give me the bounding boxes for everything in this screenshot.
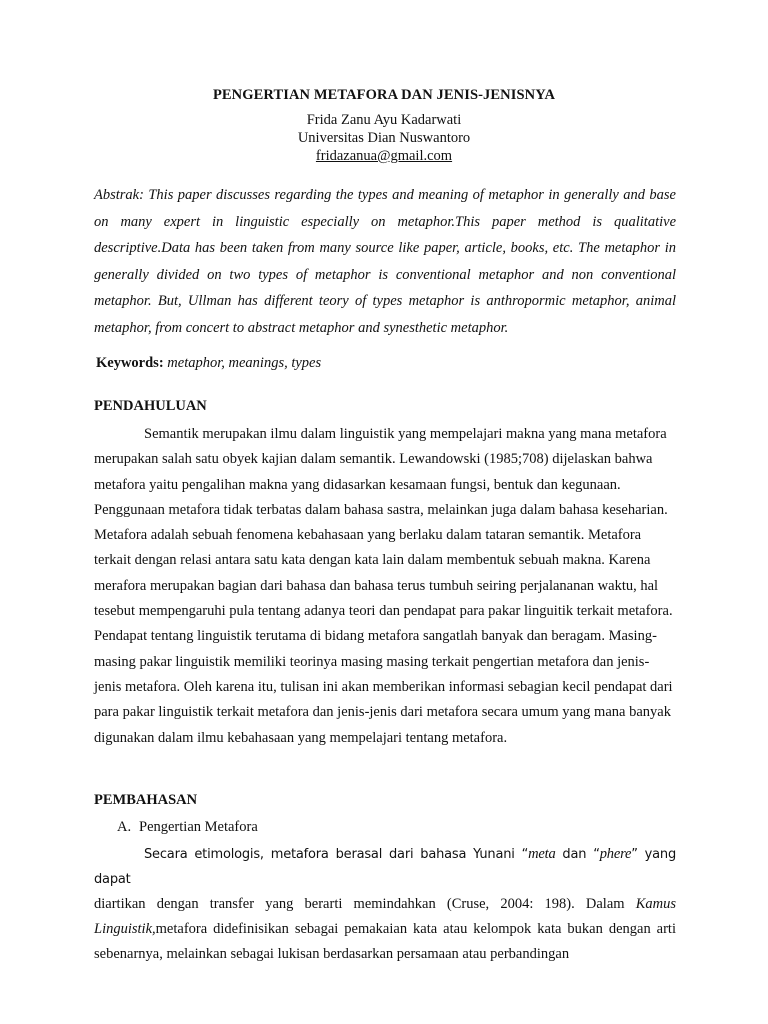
term-meta: meta [528,846,556,862]
body-text-part: Secara etimologis, metafora berasal dari bahasa Yunani “ [144,847,529,862]
subsection-heading [117,819,258,836]
body-paragraph [94,842,676,967]
intro-text: Semantik merupakan ilmu dalam linguistik yang mempelajari makna yang mana metafora merupakan salah satu obyek kajian dalam semantik. Lewandowski (1985;708) dijelaskan bahwa metafora yaitu pengalihan makna yang didasarkan kesamaan fungsi, bentuk dan kegunaan. Penggunaan metafora tidak terbatas dalam bahasa sastra, melainkan juga dalam bahasa keseharian. Metafora adalah sebuah fenomena kebahasaan yang berlaku dalam tataran semantik. Metafora terkait dengan relasi antara satu kata dengan kata lain dalam membentuk sebuah makna. Karena merafora merupakan bagian dari bahasa dan bahasa terus tumbuh seiring perjalananan waktu, hal tesebut mempengaruhi pula tentang adanya teori dan pendapat para pakar linguitik terkait metafora. Pendapat tentang linguistik terutama di bidang metafora sangatlah banyak dan beragam. Masing-masing pakar linguistik memiliki teorinya masing masing terkait pengertian metafora dan jenis-jenis metafora. Oleh karena itu, tulisan ini akan memberikan informasi sebagian kecil pendapat dari para pakar linguistik terkait metafora dan jenis-jenis dari metafora secara umum yang mana banyak digunakan dalam ilmu kebahasaan yang mempelajari tentang metafora. [94,426,673,746]
author-name: Frida Zanu Ayu Kadarwati [306,112,462,128]
section-heading-pembahasan: PEMBAHASAN [94,792,198,808]
keywords-value: metaphor, meanings, types [167,355,322,371]
author-affiliation: Universitas Dian Nuswantoro [297,130,471,146]
keywords-line [96,355,321,372]
author-email-link[interactable]: fridazanua@gmail.com [315,148,453,164]
term-kamus-linguistik: Kamus Linguistik, [94,896,676,937]
body-text-part: diartikan dengan transfer yang berarti memindahkan (Cruse, 2004: 198). Dalam [94,896,636,912]
term-phere: phere [599,846,632,862]
author-block [0,111,768,165]
body-line-rest [94,892,676,967]
subsection-title: Pengertian Metafora [139,819,258,835]
keywords-label: Keywords: [96,355,164,371]
section-heading-pendahuluan: PENDAHULUAN [94,398,207,414]
body-text-part: dan “ [555,847,600,862]
intro-paragraph [94,422,676,751]
abstract-paragraph: Abstrak: This paper discusses regarding the types and meaning of metaphor in generally and base on many expert in linguistic especially on metaphor.This paper method is qualitative descriptive.Data has been taken from many source like paper, article, books, etc. The metaphor in generally divided on two types of metaphor is conventional metaphor and non conventional metaphor. But, Ullman has different teory of types metaphor is anthropormic metaphor, animal metaphor, from concert to abstract metaphor and synesthetic metaphor. [94,187,676,336]
paper-title: PENGERTIAN METAFORA DAN JENIS-JENISNYA [212,87,556,103]
body-text-part: metafora didefinisikan sebagai pemakaian kata atau kelompok kata bukan dengan arti sebenarnya, melainkan sebagai lukisan berdasarkan persamaan atau perbandingan [94,921,676,962]
subsection-letter: A. [117,819,132,835]
body-line-first [94,842,676,892]
body-text-part: ” yang dapat [94,847,677,887]
